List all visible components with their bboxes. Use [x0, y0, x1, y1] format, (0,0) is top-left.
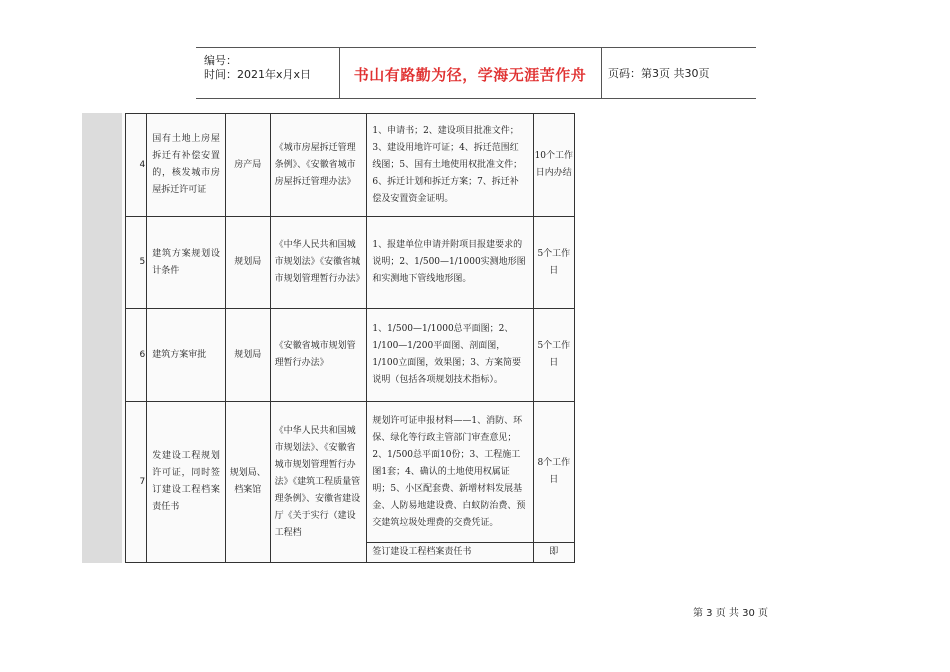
processing-time: 10个工作日内办结 [533, 114, 574, 217]
required-materials: 1、报建单位申请并附项目报建要求的说明；2、1/500—1/1000实测地形图和实测地下管线地形图。 [367, 217, 533, 309]
page-footer: 第 3 页 共 30 页 [693, 608, 768, 619]
row-number: 6 [126, 309, 147, 402]
approval-item: 国有土地上房屋拆迁有补偿安置的，核发城市房屋拆迁许可证 [147, 114, 226, 217]
approval-table [125, 113, 575, 563]
row-number: 4 [126, 114, 147, 217]
table-row [126, 402, 575, 543]
processing-time: 即 [533, 543, 574, 563]
header-divider [601, 48, 602, 98]
row-number: 5 [126, 217, 147, 309]
required-materials: 1、1/500—1/1000总平面图；2、1/100—1/200平面图、剖面图，1/100立面图，效果图；3、方案简要说明（包括各项规划技术指标）。 [367, 309, 533, 402]
table-row [126, 114, 575, 217]
approval-item: 建筑方案审批 [147, 309, 226, 402]
document-date-label: 时间：2021年x月x日 [204, 68, 312, 81]
processing-time: 5个工作日 [533, 217, 574, 309]
header-slogan: 书山有路勤为径，学海无涯苦作舟 [353, 66, 587, 84]
scanned-table-area [82, 113, 575, 563]
department: 规划局 [225, 309, 270, 402]
page-header [196, 47, 756, 99]
approval-item: 建筑方案规划设计条件 [147, 217, 226, 309]
table-row [126, 217, 575, 309]
processing-time: 5个工作日 [533, 309, 574, 402]
required-materials: 规划许可证申报材料——1、消防、环保、绿化等行政主管部门审查意见；2、1/500总平面10份；3、工程施工图1套；4、确认的土地使用权属证明；5、小区配套费、新增材料发展基金、人防易地建设费、白蚁防治费、预交建筑垃圾处理费的交费凭证。 [367, 402, 533, 543]
legal-basis: 《中华人民共和国城市规划法》、《安徽省城市规划管理暂行办法》《建筑工程质量管理条例》、安徽省建设厅《关于实行（建设工程档 [270, 402, 367, 563]
required-materials: 签订建设工程档案责任书 [367, 543, 533, 563]
processing-time: 8个工作日 [533, 402, 574, 543]
department: 规划局、档案馆 [225, 402, 270, 563]
scanned-page [122, 113, 575, 563]
table-row [126, 309, 575, 402]
document-number-label: 编号： [204, 54, 237, 67]
legal-basis: 《安徽省城市规划管理暂行办法》 [270, 309, 367, 402]
row-number: 7 [126, 402, 147, 563]
header-page-label: 页码：第3页 共30页 [608, 67, 710, 80]
department: 规划局 [225, 217, 270, 309]
legal-basis: 《城市房屋拆迁管理条例》、《安徽省城市房屋拆迁管理办法》 [270, 114, 367, 217]
legal-basis: 《中华人民共和国城市规划法》《安徽省城市规划管理暂行办法》 [270, 217, 367, 309]
department: 房产局 [225, 114, 270, 217]
required-materials: 1、申请书；2、建设项目批准文件；3、建设用地许可证；4、拆迁范围红线图；5、国有土地使用权批准文件；6、拆迁计划和拆迁方案；7、拆迁补偿及安置资金证明。 [367, 114, 533, 217]
approval-item: 发建设工程规划许可证，同时签订建设工程档案责任书 [147, 402, 226, 563]
